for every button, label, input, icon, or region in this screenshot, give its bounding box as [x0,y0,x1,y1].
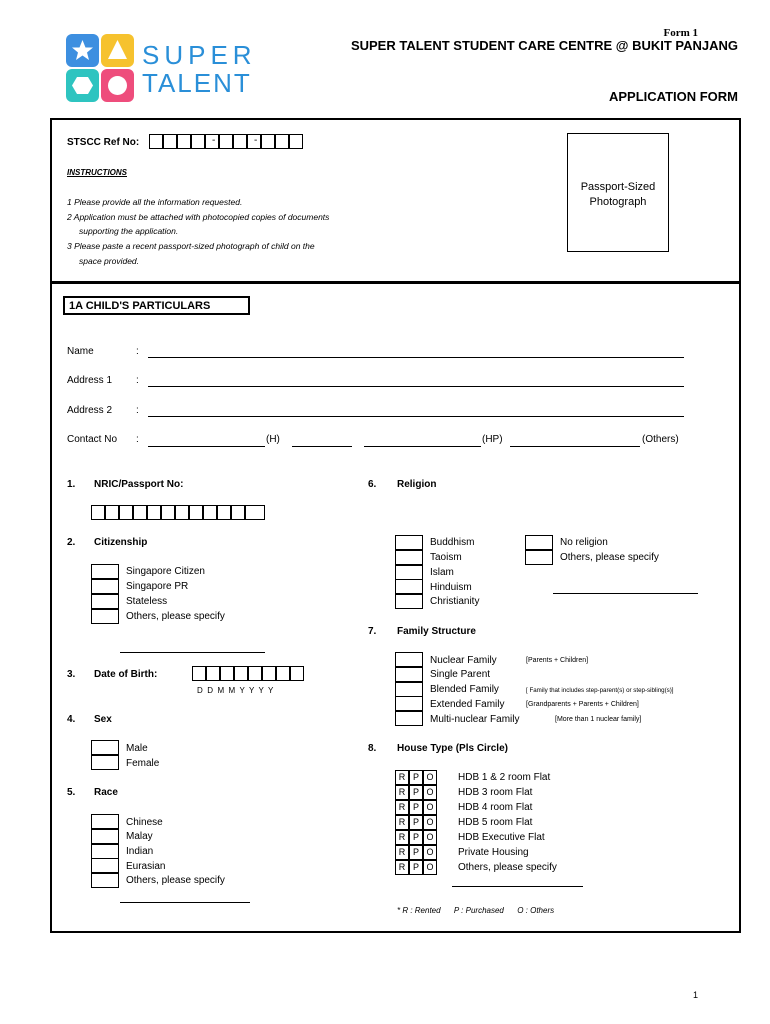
q8-number: 8. [368,743,377,754]
family-note-extended: [Grandparents + Parents + Children] [526,701,639,708]
code-p[interactable]: P [409,785,423,800]
q4-label: Sex [94,714,112,725]
dob-format: D D M M Y Y Y Y [197,686,274,695]
race-option-indian: Indian [126,846,154,857]
code-p[interactable]: P [409,860,423,875]
name-input[interactable] [148,357,684,358]
q2-label: Citizenship [94,537,148,548]
address2-colon: : [136,405,139,416]
sex-option-female: Female [126,758,160,769]
nric-input-cells[interactable] [91,505,265,520]
religion-checkbox-hinduism[interactable] [395,579,423,594]
q3-number: 3. [67,669,76,680]
contact-colon: : [136,434,139,445]
q3-label: Date of Birth: [94,669,158,680]
citizenship-checkbox-stateless[interactable] [91,594,119,609]
family-checkbox-multinuclear[interactable] [395,711,423,726]
instruction-3b: space provided. [79,256,140,266]
address2-input[interactable] [148,416,684,417]
contact-others-input[interactable] [510,446,640,447]
logo [66,34,257,104]
house-option: HDB 1 & 2 room Flat [458,772,551,783]
code-p[interactable]: P [409,800,423,815]
family-note-nuclear: [Parents + Children] [526,657,589,664]
sex-checkbox-male[interactable] [91,740,119,755]
religion-option-christianity: Christianity [430,596,480,607]
form-title: SUPER TALENT STUDENT CARE CENTRE @ BUKIT PANJANG [350,38,738,53]
house-legend: * R : Rented P : Purchased O : Others [397,906,555,915]
code-o[interactable]: O [423,770,437,785]
race-option-chinese: Chinese [126,817,163,828]
citizenship-checkbox-pr[interactable] [91,579,119,594]
q6-number: 6. [368,479,377,490]
code-r[interactable]: R [395,785,409,800]
code-p[interactable]: P [409,830,423,845]
contact-label: Contact No [67,434,118,445]
contact-hp-input[interactable] [364,446,481,447]
q8-label: House Type (Pls Circle) [397,743,508,754]
citizenship-checkbox-sc[interactable] [91,564,119,579]
religion-checkbox-buddhism[interactable] [395,535,423,550]
logo-word-talent: TALENT [142,68,252,98]
instruction-2: 2 Application must be attached with photocopied copies of documents [67,212,330,222]
family-option-blended: Blended Family [430,684,499,695]
citizenship-option-others: Others, please specify [126,611,225,622]
code-o[interactable]: O [423,800,437,815]
q1-label: NRIC/Passport No: [94,479,184,490]
house-row-4[interactable] [395,815,575,830]
address1-label: Address 1 [67,375,113,386]
family-checkbox-blended[interactable] [395,682,423,697]
religion-option-islam: Islam [430,567,454,578]
race-checkbox-others[interactable] [91,873,119,888]
family-note-multinuclear: [More than 1 nuclear family] [555,716,642,723]
address1-input[interactable] [148,386,684,387]
contact-hp-label: (HP) [482,434,503,445]
ref-sep-1: - [212,135,216,146]
family-option-single: Single Parent [430,669,491,680]
citizenship-checkbox-others[interactable] [91,609,119,624]
race-others-input[interactable] [120,902,250,903]
race-checkbox-eurasian[interactable] [91,858,119,873]
citizenship-option-stateless: Stateless [126,596,168,607]
photo-box[interactable] [567,133,669,252]
ref-no-cells[interactable] [149,134,309,149]
house-option: HDB 4 room Flat [458,802,533,813]
photo-label-2: Photograph [589,196,647,208]
photo-label-1: Passport-Sized [580,181,656,193]
race-option-eurasian: Eurasian [126,861,166,872]
contact-home-input[interactable] [148,446,265,447]
q1-number: 1. [67,479,76,490]
religion-option-taoism: Taoism [430,552,462,563]
religion-option-hinduism: Hinduism [430,582,472,593]
code-r[interactable]: R [395,845,409,860]
family-checkbox-single[interactable] [395,667,423,682]
religion-option-others: Others, please specify [560,552,659,563]
code-r[interactable]: R [395,860,409,875]
sex-checkbox-female[interactable] [91,755,119,770]
code-o[interactable]: O [423,860,437,875]
house-option: Private Housing [458,847,529,858]
dob-input-cells[interactable] [192,666,310,681]
family-option-nuclear: Nuclear Family [430,655,497,666]
q2-number: 2. [67,537,76,548]
q6-label: Religion [397,479,437,490]
religion-others-input[interactable] [553,593,698,594]
family-checkbox-nuclear[interactable] [395,652,423,667]
q4-number: 4. [67,714,76,725]
religion-checkbox-christianity[interactable] [395,594,423,609]
religion-option-none: No religion [560,537,608,548]
instruction-3: 3 Please paste a recent passport-sized photograph of child on the [67,241,315,251]
q5-number: 5. [67,787,76,798]
code-p[interactable]: P [409,845,423,860]
q7-label: Family Structure [397,626,476,637]
name-label: Name [67,346,94,357]
contact-extra-input[interactable] [292,446,352,447]
family-option-extended: Extended Family [430,699,505,710]
code-r[interactable]: R [395,830,409,845]
code-r[interactable]: R [395,770,409,785]
ref-sep-2: - [254,135,258,146]
religion-option-buddhism: Buddhism [430,537,475,548]
instructions-heading: INSTRUCTIONS [67,168,127,177]
house-row-2[interactable] [395,785,575,800]
code-o[interactable]: O [423,830,437,845]
code-p[interactable]: P [409,815,423,830]
religion-checkbox-taoism[interactable] [395,550,423,565]
code-o[interactable]: O [423,845,437,860]
address2-label: Address 2 [67,405,113,416]
citizenship-option-sc: Singapore Citizen [126,566,205,577]
instruction-2b: supporting the application. [79,226,179,236]
sex-option-male: Male [126,743,148,754]
logo-icon [66,34,134,102]
race-checkbox-malay[interactable] [91,829,119,844]
house-row-7[interactable] [395,860,575,875]
race-option-malay: Malay [126,831,153,842]
race-checkbox-indian[interactable] [91,844,119,859]
family-checkbox-extended[interactable] [395,696,423,711]
name-colon: : [136,346,139,357]
house-row-5[interactable] [395,830,575,845]
instruction-1: 1 Please provide all the information requested. [67,197,243,207]
ref-no-label: STSCC Ref No: [67,137,140,148]
house-others-input[interactable] [452,886,583,887]
family-option-multinuclear: Multi-nuclear Family [430,714,520,725]
code-p[interactable]: P [409,770,423,785]
citizenship-others-input[interactable] [120,652,265,653]
house-option: HDB Executive Flat [458,832,545,843]
house-row-3[interactable] [395,800,575,815]
house-row-1[interactable] [395,770,575,785]
page-number: 1 [693,990,699,1000]
address1-colon: : [136,375,139,386]
code-r[interactable]: R [395,815,409,830]
house-row-6[interactable] [395,845,575,860]
religion-checkbox-others[interactable] [525,550,553,565]
house-option: HDB 5 room Flat [458,817,533,828]
q5-label: Race [94,787,118,798]
contact-home-label: (H) [266,434,280,445]
family-note-blended: [ Family that includes step-parent(s) or step-sibling(s)] [526,687,674,694]
house-option: HDB 3 room Flat [458,787,533,798]
code-r[interactable]: R [395,800,409,815]
logo-word-super: SUPER [142,40,257,70]
section-1a-title: 1A CHILD'S PARTICULARS [63,296,250,315]
q7-number: 7. [368,626,377,637]
form-subtitle: APPLICATION FORM [608,89,738,104]
code-o[interactable]: O [423,815,437,830]
religion-checkbox-none[interactable] [525,535,553,550]
religion-checkbox-islam[interactable] [395,565,423,580]
house-option: Others, please specify [458,862,557,873]
form-number: Form 1 [663,27,698,39]
code-o[interactable]: O [423,785,437,800]
citizenship-option-pr: Singapore PR [126,581,189,592]
race-option-others: Others, please specify [126,875,225,886]
race-checkbox-chinese[interactable] [91,814,119,829]
contact-others-label: (Others) [642,434,679,445]
